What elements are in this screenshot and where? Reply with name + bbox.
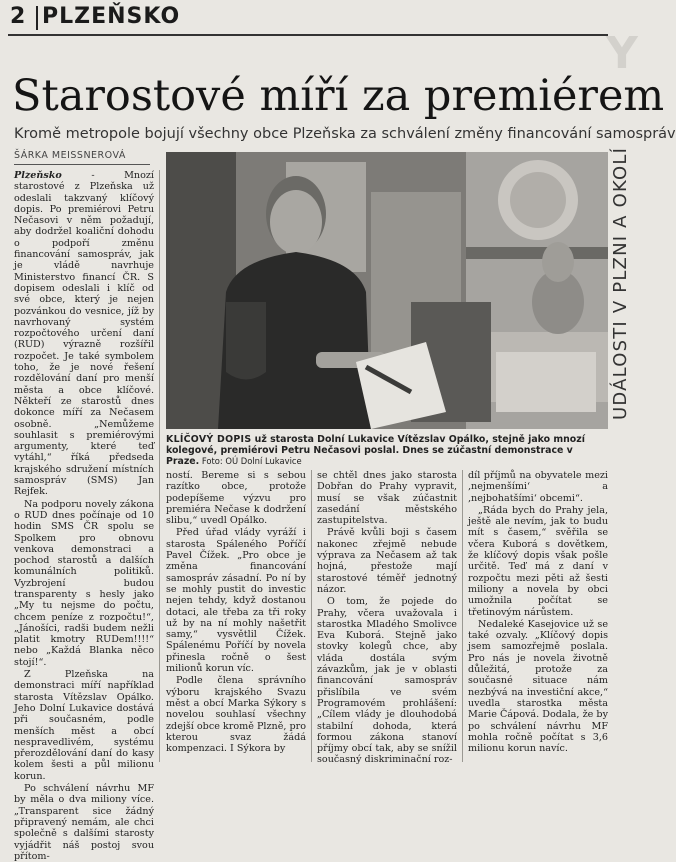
- paragraph: Podle člena správního výboru krajského Svazu měst a obcí Marka Sýkory s novelou souhlasí všechny zdejší obce kromě Plzně, pro kterou svaz žádá kompenzaci. I Sýkora by: [166, 675, 306, 755]
- column-divider: [311, 470, 312, 762]
- paragraph-text: - Mnozí starostové z Plzeňska už odeslali takzvaný klíčový dopis. Po premiérovi Petru Nečasovi v něm požadují, aby dodržel koaliční dohodu o podpoří změnu financování samospráv, jak je vládě navrhuje Ministerstvo financí ČR. S dopisem odeslali i klíč od své obce, který je nejen pozvánkou do vesnice, jíž by navrhovaný systém rozpočtového určení daní (RUD) výrazně rozšířil rozpočet. Je také symbolem toho, že je nové řešení rozdělování daní pro menší města a obce klíčové. Někteří ze starostů dnes dokonce míří za Nečasem osobně. „Nemůžeme souhlasit s premiérovými argumenty, které teď vytáhl,“ říká předseda krajského sdružení místních samospráv (SMS) Jan Rejfek.: [14, 170, 154, 498]
- article-subheadline: Kromě metropole bojují všechny obce Plzeňska za schválení změny financování samospráv: [14, 126, 676, 142]
- article-author: ŠÁRKA MEISSNEROVÁ: [14, 150, 126, 161]
- text-column-2: [166, 470, 306, 762]
- paragraph: O tom, že pojede do Prahy, včera uvažovala i starostka Mladého Smolivce Eva Kuborá. Stejně jako stovky kolegů chce, aby vláda dostála svým závazkům, jak je v oblasti financování samospráv přislíbila ve svém Programovém prohlášení: „Cílem vlády je dlouhodobá stabilní dohoda, která formou zákona stanoví příjmy obcí tak, aby se snížil současný diskriminační roz-: [317, 596, 457, 766]
- text-column-4: [468, 470, 608, 762]
- paragraph: [14, 170, 154, 498]
- paragraph: Na podporu novely zákona o RUD dnes počínaje od 10 hodin SMS ČR spolu se Spolkem pro obnovu venkova demonstraci a pochod starostů a dalších komunálních politiků. Vyzbrojení budou transparenty s hesly jako „My tu nejsme do počtu, chcem peníze z rozpočtu!“, „Jánošíci, radši budem nežli platit kmotry RUDem!!!!“ nebo „Každá Blanka něco stojí!“.: [14, 498, 154, 668]
- text-column-1: [14, 170, 154, 862]
- paragraph: Nedaleké Kasejovice už se také ozvaly. „Klíčový dopis jsem samozřejmě poslala. Pro nás je novela životně důležitá, protože za současné situace nám nezbývá na investiční akce,“ uvedla starostka města Marie Čápová. Dodala, že by po schválení návrhu MF mohla ročně počítat s 3,6 milionu korun navíc.: [468, 618, 608, 755]
- paragraph: Po schválení návrhu MF by měla o dva miliony více. „Transparent sice žádný připravený nemám, ale chci společně s dalšími starosty vyjádřit náš postoj svou přítom-: [14, 783, 154, 862]
- text-column-3: [317, 470, 457, 766]
- author-underline: [14, 164, 150, 165]
- caption-text: už starosta Dolní Lukavice Vítězslav Opálko, stejně jako mnozí kolegové, premiérovi Petru Nečasovi poslal. Dnes se zúčastní demonstrace v Praze.: [166, 434, 585, 468]
- column-divider: [159, 170, 160, 762]
- side-section-label: [610, 146, 634, 780]
- photo-illustration: [166, 152, 608, 429]
- header-rule: [8, 34, 608, 36]
- article-headline: Starostové míří za premiérem: [12, 71, 665, 121]
- dateline: Plzeňsko: [14, 170, 62, 181]
- paragraph: Právě kvůli boji s časem nakonec zřejmě nebude výprava za Nečasem až tak hojná, přestože mají starostové téměř jednotný názor.: [317, 527, 457, 595]
- bleed-through-letter: Y: [606, 28, 638, 79]
- header-divider: [36, 6, 38, 30]
- column-divider: [462, 470, 463, 762]
- article-photo: [166, 152, 608, 429]
- paragraph: ností. Bereme si s sebou razítko obce, protože podepíšeme výzvu pro premiéra Nečase k dodržení slibu,“ uvedl Opálko.: [166, 470, 306, 527]
- paragraph: „Ráda bych do Prahy jela, ještě ale nevím, jak to budu mít s časem,“ svěřila se včera Kuborá s dovětkem, že klíčový dopis však pošle určitě. Teď má z daní v rozpočtu mezi pěti až šesti miliony a novela by obci umožnila počítat se třetinovým nárůstem.: [468, 504, 608, 618]
- section-title: PLZEŇSKO: [42, 4, 181, 29]
- paragraph: se chtěl dnes jako starosta Dobřan do Prahy vypravit, musí se však zúčastnit zasedání městského zastupitelstva.: [317, 470, 457, 527]
- paragraph: Z Plzeňska na demonstraci míří například starosta Vítězslav Opálko. Jeho Dolní Lukavice dostává při současném, podle menších měst a obcí nespravedlivém, systému přerozdělování daní do kasy kolem šesti a půl milionu korun.: [14, 669, 154, 782]
- page-number: 2: [10, 4, 26, 29]
- photo-credit: Foto: OÚ Dolní Lukavice: [199, 456, 302, 467]
- paragraph: Před úřad vlády vyráží i starosta Spáleného Poříčí Pavel Čížek. „Pro obce je změna financování samospráv zásadní. Po ní by se mohly pustit do investic nejen tehdy, když dostanou dotaci, ale třeba za tři roky už by na ní mohly našetřit samy,“ vysvětlil Čížek. Spálenému Poříčí by novela přinesla ročně o šest milionů korun víc.: [166, 527, 306, 675]
- caption-lead: KLÍČOVÝ DOPIS: [166, 434, 252, 445]
- paragraph: díl příjmů na obyvatele mezi ‚nejmenšími‘ a ‚nejbohatšími‘ obcemi“.: [468, 470, 608, 504]
- side-label-text: UDÁLOSTI V PLZNI A OKOLÍ: [610, 146, 631, 420]
- photo-caption: [166, 434, 608, 468]
